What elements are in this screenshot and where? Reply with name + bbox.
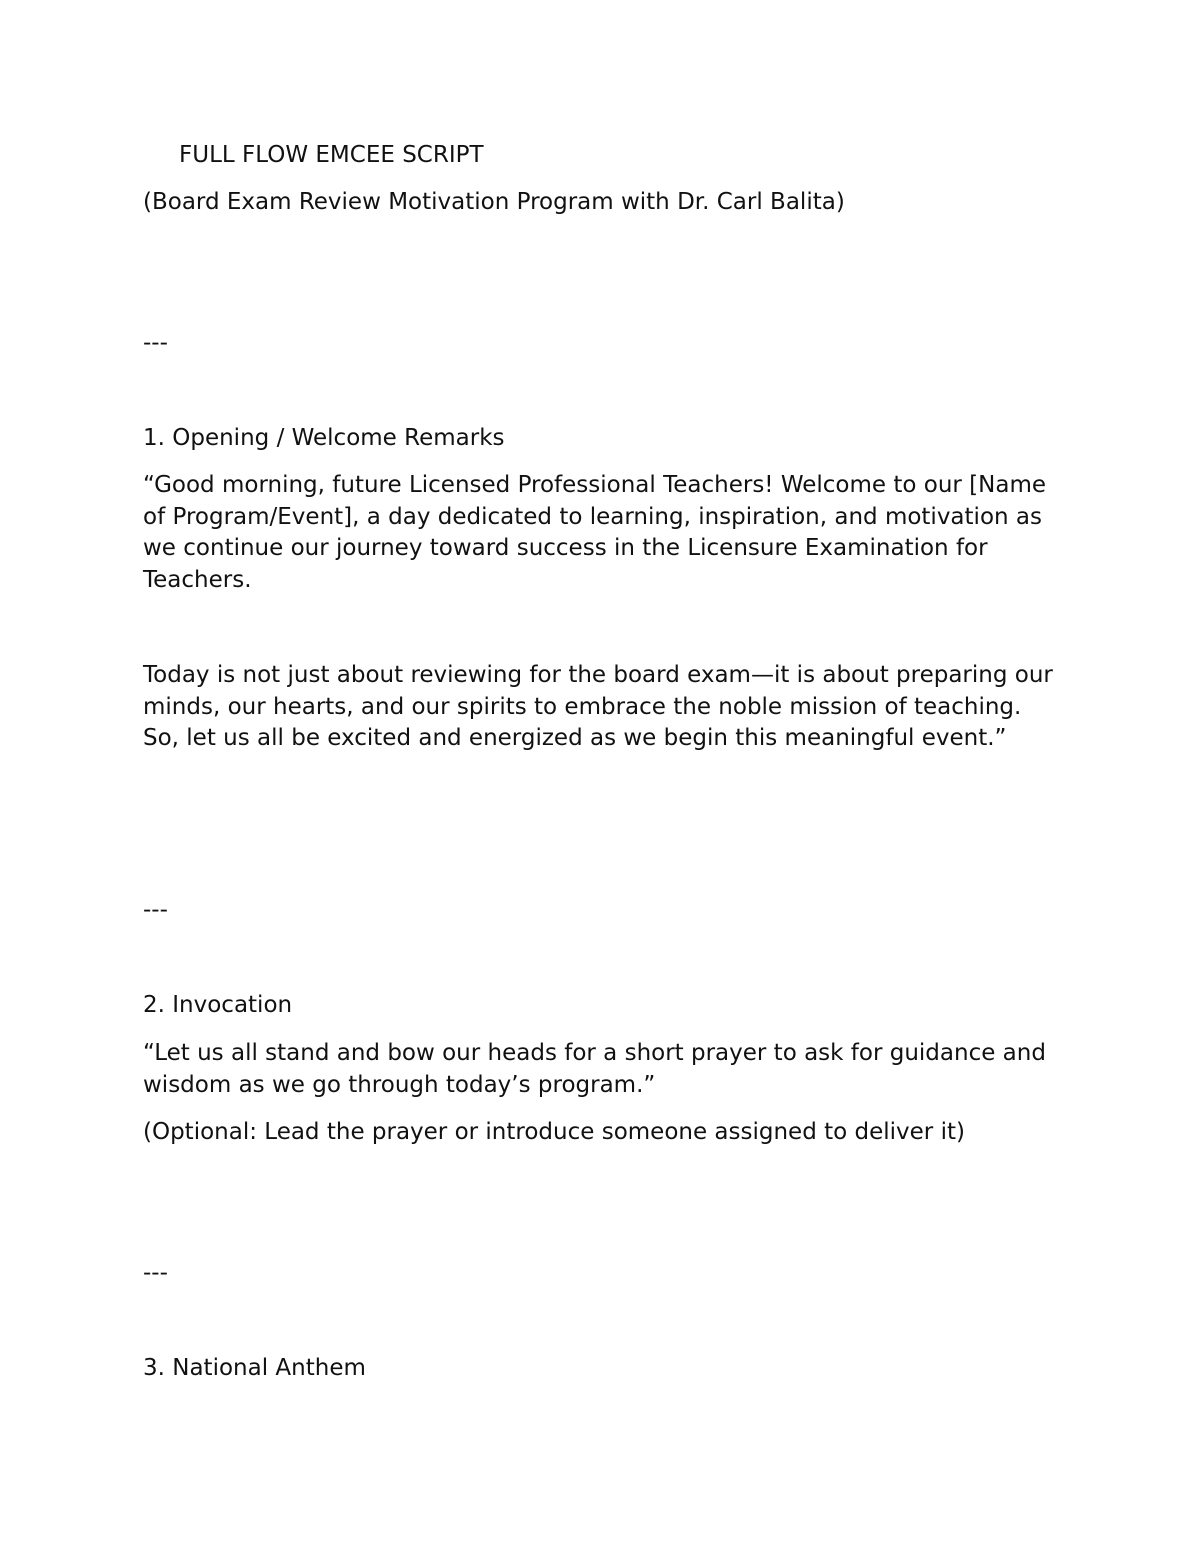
- section-separator: ---: [143, 1260, 168, 1286]
- opening-paragraph-1: “Good morning, future Licensed Professional Teachers! Welcome to our [Name of Program/Event], a day dedicated to learning, inspiration, and motivation as we continue our journey toward success in the Licensure Examination for Teachers.: [143, 472, 1046, 593]
- section-heading-opening: 1. Opening / Welcome Remarks: [143, 425, 505, 451]
- section-separator: ---: [143, 330, 168, 356]
- section-heading-invocation: 2. Invocation: [143, 992, 293, 1018]
- invocation-paragraph-1: “Let us all stand and bow our heads for a short prayer to ask for guidance and wisdom as we go through today’s program.”: [143, 1040, 1046, 1098]
- section-heading-anthem: 3. National Anthem: [143, 1355, 366, 1381]
- invocation-paragraph-2: (Optional: Lead the prayer or introduce someone assigned to deliver it): [143, 1119, 965, 1145]
- opening-paragraph-2: Today is not just about reviewing for the board exam—it is about preparing our minds, our hearts, and our spirits to embrace the noble mission of teaching. So, let us all be excited and energized as we begin this meaningful event.”: [143, 662, 1053, 751]
- document-subtitle: (Board Exam Review Motivation Program with Dr. Carl Balita): [143, 189, 845, 215]
- section-separator: ---: [143, 897, 168, 923]
- document-title: FULL FLOW EMCEE SCRIPT: [179, 142, 484, 168]
